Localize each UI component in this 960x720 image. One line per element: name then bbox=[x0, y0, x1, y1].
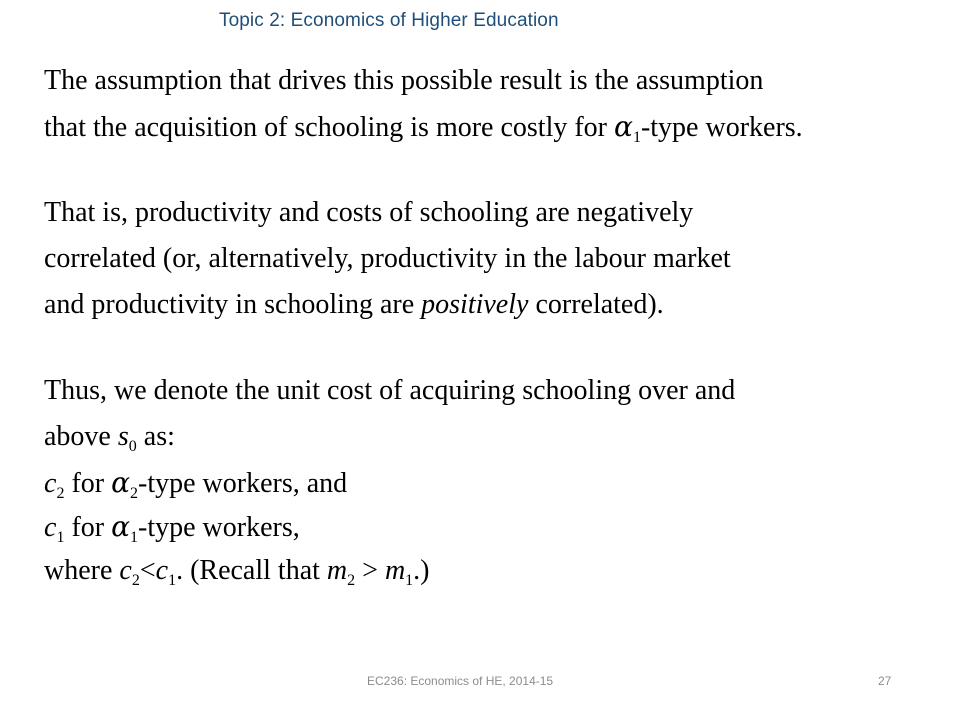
subscript: 1 bbox=[405, 572, 414, 589]
text-segment: that the acquisition of schooling is more costly for bbox=[44, 112, 615, 143]
subscript: 1 bbox=[632, 129, 641, 146]
text-line bbox=[44, 555, 430, 589]
text-line bbox=[44, 291, 664, 319]
greater-than-symbol: > bbox=[355, 555, 385, 586]
text-segment: as: bbox=[136, 421, 175, 452]
math-variable: m bbox=[384, 555, 406, 586]
subscript: 2 bbox=[130, 485, 139, 502]
footer-course-label: EC236: Economics of HE, 2014-15 bbox=[367, 674, 554, 688]
math-variable: s bbox=[117, 421, 129, 452]
subscript: 1 bbox=[130, 529, 139, 546]
math-variable: c bbox=[119, 555, 132, 586]
text-segment: where bbox=[44, 555, 120, 586]
math-variable: c bbox=[44, 512, 57, 543]
text-line: Thus, we denote the unit cost of acquiring schooling over and bbox=[44, 375, 736, 406]
text-line bbox=[44, 510, 300, 546]
text-segment: above bbox=[44, 421, 118, 452]
text-line bbox=[44, 110, 803, 146]
slide-header-title: Topic 2: Economics of Higher Education bbox=[219, 10, 559, 31]
math-variable: m bbox=[326, 555, 348, 586]
footer-page-number: 27 bbox=[878, 674, 892, 688]
subscript: 2 bbox=[347, 572, 356, 589]
text-line: correlated (or, alternatively, productivity in the labour market bbox=[44, 243, 731, 274]
subscript: 1 bbox=[56, 529, 65, 546]
text-segment: -type workers. bbox=[640, 112, 803, 143]
text-segment: -type workers, and bbox=[138, 468, 348, 499]
math-variable: c bbox=[44, 468, 57, 499]
subscript: 2 bbox=[56, 485, 65, 502]
subscript: 2 bbox=[131, 572, 140, 589]
text-segment: -type workers, bbox=[138, 512, 300, 543]
alpha-symbol: α bbox=[111, 466, 131, 499]
text-segment: for bbox=[64, 512, 112, 543]
text-line bbox=[44, 421, 175, 455]
text-segment: .) bbox=[413, 555, 430, 586]
text-segment: correlated). bbox=[528, 289, 664, 320]
math-variable: c bbox=[155, 555, 169, 586]
text-segment: and productivity in schooling are bbox=[44, 289, 422, 320]
subscript: 0 bbox=[128, 438, 137, 455]
text-segment: for bbox=[64, 468, 112, 499]
subscript: 1 bbox=[168, 572, 177, 589]
text-line bbox=[44, 466, 348, 502]
emphasis-text: positively bbox=[421, 289, 529, 320]
alpha-symbol: α bbox=[111, 510, 131, 543]
text-line: That is, productivity and costs of schooling are negatively bbox=[44, 197, 694, 228]
text-line: The assumption that drives this possible result is the assumption bbox=[44, 65, 764, 96]
alpha-symbol: α bbox=[614, 110, 633, 143]
less-than-symbol: < bbox=[139, 555, 156, 586]
text-segment: . (Recall that bbox=[176, 555, 327, 586]
